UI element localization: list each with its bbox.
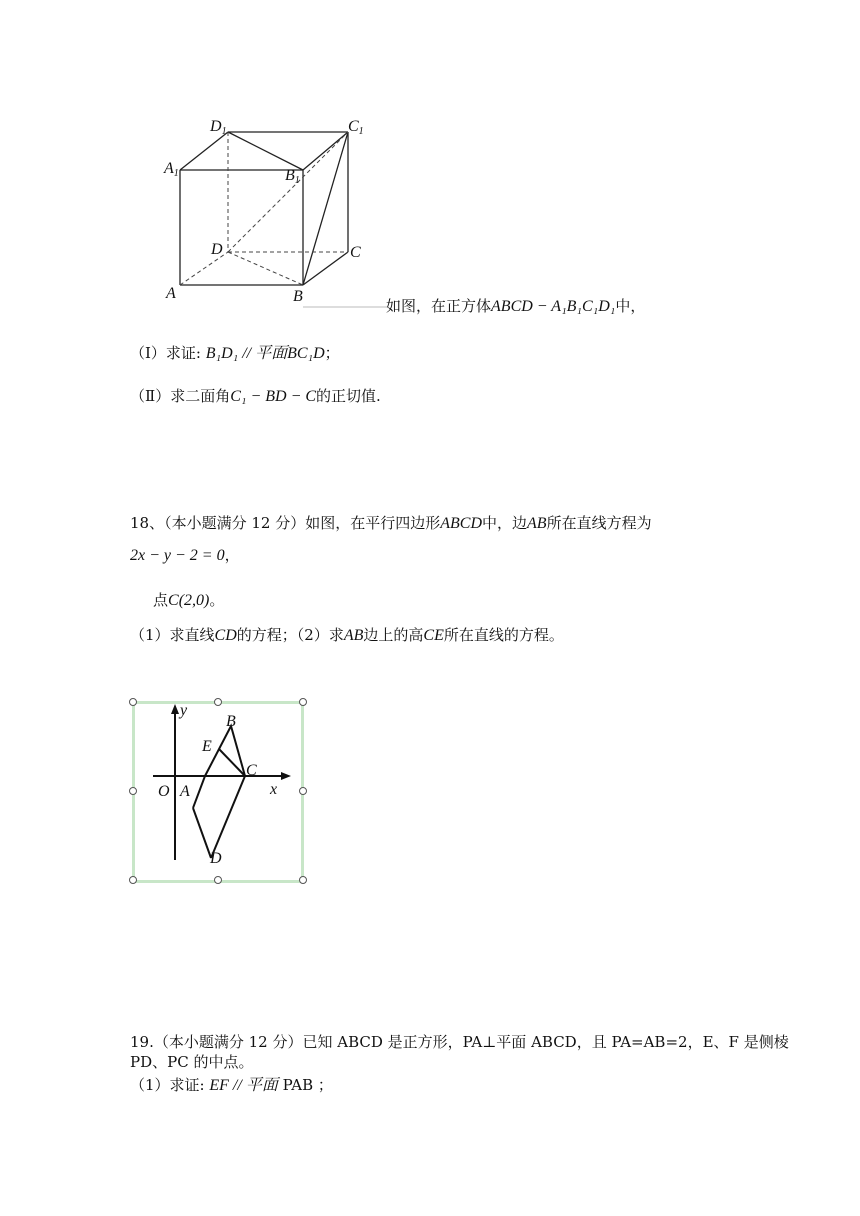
label-a1: $A_1$ (164, 160, 179, 179)
coord-label-x: x (270, 781, 278, 798)
label-d1: $D_1$ (210, 118, 227, 137)
q17-intro: 如图，在正方体ABCD − A₁B₁C₁D₁中， (386, 297, 646, 315)
q17-part1: （Ⅰ）求证: B₁D₁ // 平面BC₁D； (130, 344, 340, 362)
q19-line1: 19.（本小题满分 12 分）已知 ABCD 是正方形，PA⊥平面 ABCD，且 PA=AB=2，E、F 是侧棱 (130, 1033, 789, 1051)
q19-part1: （1）求证: EF // 平面 PAB ； (130, 1076, 333, 1094)
coord-label-e: E (202, 738, 212, 755)
coord-label-d: D (210, 850, 222, 867)
label-d: D (211, 241, 223, 258)
label-a: A (166, 285, 176, 302)
q17-part2: （Ⅱ）求二面角C₁ − BD − C的正切值. (130, 387, 381, 405)
q18-subquestions: （1）求直线CD的方程；（2）求AB边上的高CE所在直线的方程。 (130, 626, 564, 644)
coord-label-o: O (158, 783, 170, 800)
coord-label-y: y (180, 702, 188, 719)
q18-line1: 18、（本小题满分 12 分）如图，在平行四边形ABCD中，边AB所在直线方程为 (130, 514, 652, 532)
q19-line2: PD、PC 的中点。 (130, 1053, 254, 1071)
label-c: C (350, 244, 361, 261)
q18-point: 点C(2,0)。 (153, 591, 225, 609)
label-b1: $B_1$ (285, 167, 300, 186)
coord-label-a: A (180, 783, 190, 800)
q18-equation: 2x − y − 2 = 0， (130, 546, 240, 564)
coord-label-c: C (246, 762, 257, 779)
label-b: B (293, 288, 303, 305)
label-c1: $C_1$ (348, 118, 364, 137)
cube-figure (160, 110, 390, 315)
coord-label-b: B (226, 713, 236, 730)
